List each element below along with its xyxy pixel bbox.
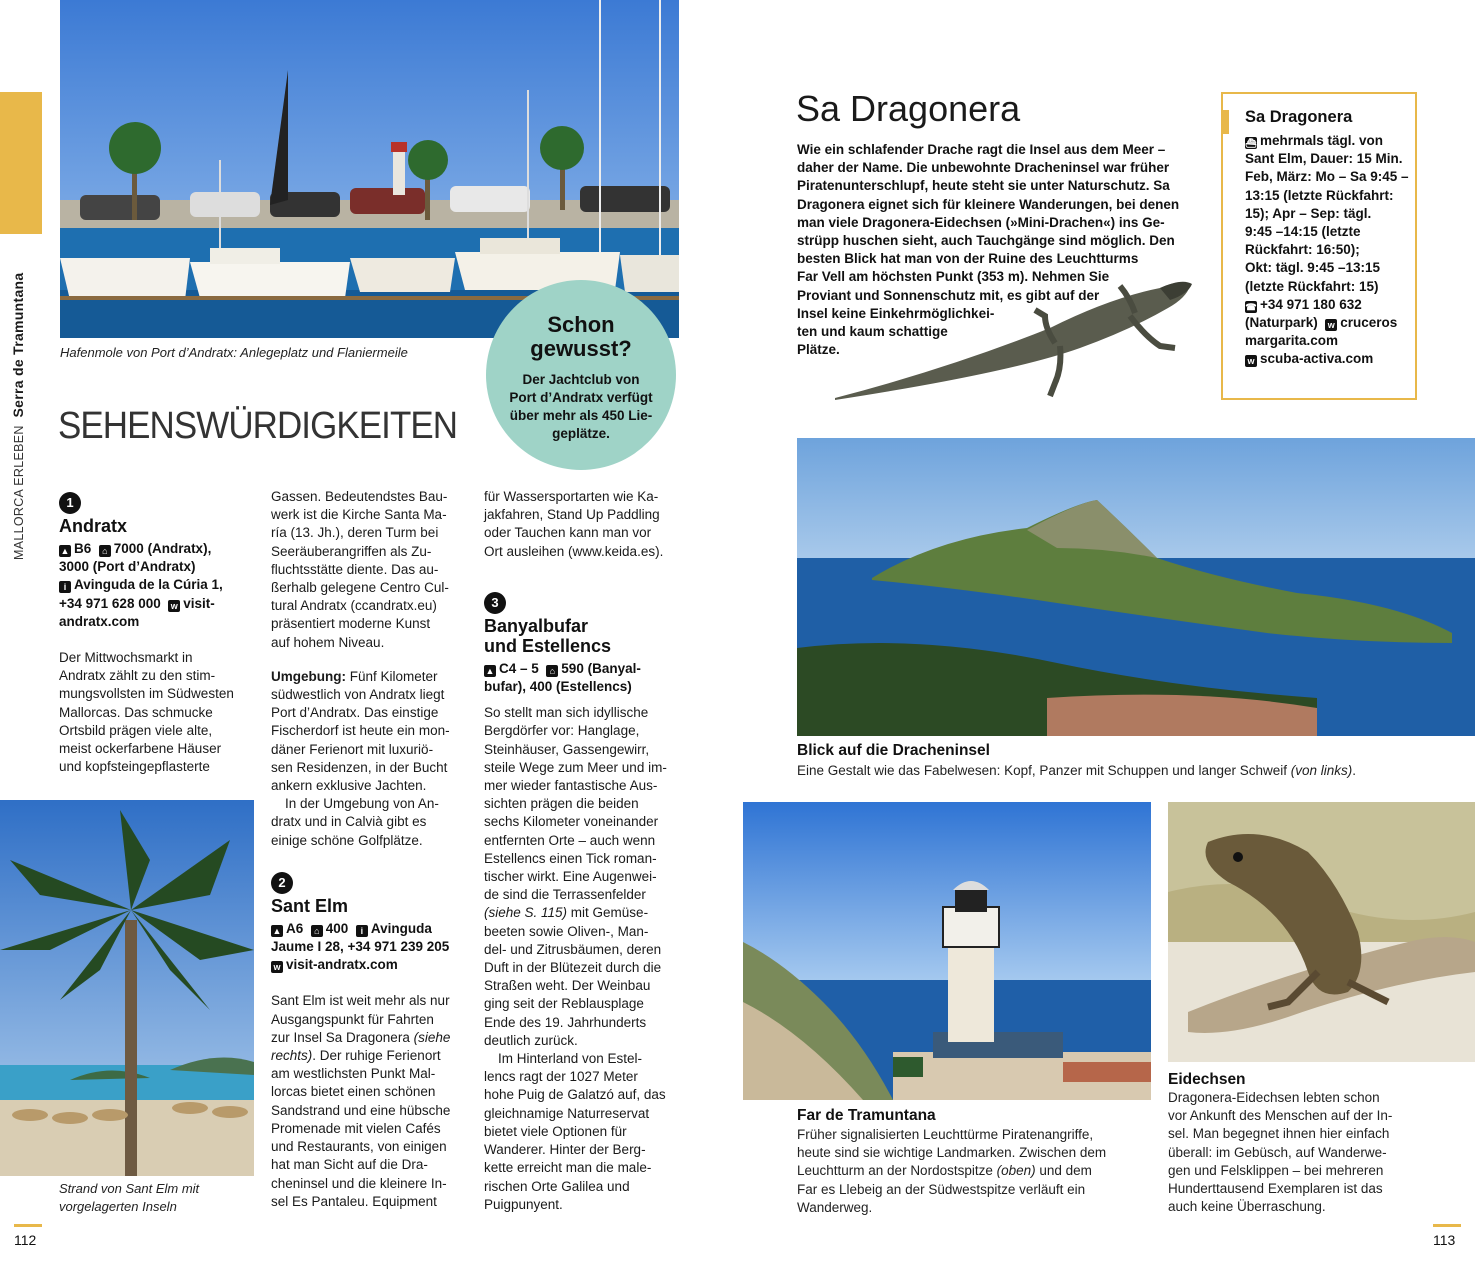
- web-icon: w: [168, 600, 180, 612]
- body-line: del- und Zitrusbäumen, deren: [484, 941, 662, 957]
- body-line: Der Mittwochsmarkt in: [59, 650, 193, 666]
- body-line: lencs ragt der 1027 Meter: [484, 1069, 638, 1085]
- body-line: dratx und in Calvià gibt es: [271, 814, 427, 830]
- caption-line: gen und Felsklippen – bei mehreren: [1168, 1162, 1384, 1178]
- info-line: 15); Apr – Sep: tägl.: [1245, 205, 1372, 221]
- entry-title: und Estellencs: [484, 635, 612, 656]
- population-icon: ⌂: [99, 545, 111, 557]
- body-line: Seeräuberangriffen als Zu-: [271, 543, 432, 559]
- entry-number: 1: [59, 492, 81, 514]
- column-2: [271, 488, 471, 1211]
- body-line: Far Vell am höchsten Punkt (353 m). Nehmen Sie: [797, 269, 1110, 285]
- info-phone: +34 971 180 632: [1260, 296, 1362, 312]
- andratx-entry: [59, 492, 254, 776]
- santelm-photo-caption: [59, 1180, 254, 1216]
- ferry-icon: ⛴: [1245, 138, 1257, 148]
- caption-line: vorgelagerten Inseln: [59, 1199, 177, 1214]
- caption-line: Far es Llebeig an der Südwestspitze verläuft ein: [797, 1181, 1086, 1197]
- body-line: Mallorcas. Das schmucke: [59, 704, 213, 720]
- body-line: So stellt man sich idyllische: [484, 705, 649, 721]
- entry-title: Banyalbufar: [484, 615, 589, 636]
- umgebung-label: Umgebung:: [271, 668, 346, 684]
- body-line: ankern exklusive Jachten.: [271, 778, 427, 794]
- side-tab-part2: Serra de Tramuntana: [10, 272, 26, 418]
- body-line: gleichnamige Naturreservat: [484, 1105, 650, 1121]
- caption-text: Eine Gestalt wie das Fabelwesen: Kopf, Panzer mit Schuppen und langer Schweif: [797, 763, 1291, 778]
- body-line: däner Ferienort mit luxuriö-: [271, 741, 434, 757]
- lighthouse-photo: [743, 802, 1151, 1100]
- body-line: zur Insel Sa Dragonera: [271, 1029, 414, 1045]
- lizard-caption-text: [1168, 1089, 1468, 1216]
- map-ref: A6: [286, 920, 304, 936]
- body-line: einige schöne Golfplätze.: [271, 832, 423, 848]
- island-caption-title: Blick auf die Dracheninsel: [797, 742, 990, 759]
- body-line: sel Es Pantaleu. Equipment: [271, 1193, 437, 1209]
- body-line: ging seit der Reblausplage: [484, 996, 644, 1012]
- address-phone: Jaume I 28, +34 971 239 205: [271, 939, 450, 955]
- harbor-photo-caption: Hafenmole von Port d’Andratx: Anlegeplatz und Flaniermeile: [60, 345, 408, 360]
- body-line: In der Umgebung von An-: [285, 796, 439, 812]
- body-line: daher der Name. Die unbewohnte Dracheninsel war früher: [797, 160, 1170, 176]
- caption-line: Früher signalisierten Leuchttürme Piratenangriffe,: [797, 1127, 1094, 1142]
- info-web[interactable]: margarita.com: [1245, 333, 1339, 349]
- info-line: 13:15 (letzte Rückfahrt:: [1245, 187, 1394, 203]
- body-line: jakfahren, Stand Up Paddling: [484, 507, 660, 523]
- body-line: und kopfsteingepflasterte: [59, 759, 210, 775]
- body-line: Ort ausleihen (www.keida.es).: [484, 543, 664, 559]
- entry-title: Sant Elm: [271, 895, 349, 916]
- body-line: Estellencs einen Tick roman-: [484, 850, 657, 866]
- caption-line: heute sind sie wichtige Landmarken. Zwischen dem: [797, 1145, 1107, 1161]
- caption-line: Wanderweg.: [797, 1199, 873, 1215]
- side-tab-part1: MALLORCA ERLEBEN: [12, 425, 26, 560]
- population: 590 (Banyal-: [561, 660, 641, 676]
- body-line: Promenade mit vielen Cafés: [271, 1120, 441, 1136]
- info-icon: i: [59, 581, 71, 593]
- body-line: meist ockerfarbene Häuser: [59, 741, 222, 757]
- body-line: hat man Sicht auf die Dra-: [271, 1157, 428, 1173]
- website[interactable]: visit-andratx.com: [286, 957, 398, 973]
- callout-title-1: Schon: [547, 312, 615, 337]
- body-line: deutlich zurück.: [484, 1032, 578, 1048]
- body-line: Puigpunyent.: [484, 1196, 563, 1212]
- body-line: ßerhalb gelegene Centro Cul-: [271, 580, 449, 596]
- body-line: strüpp huschen sieht, auch Tauchgänge sind möglich. Den: [797, 233, 1175, 249]
- body-line: rischen Orte Galilea und: [484, 1178, 630, 1194]
- web-icon: w: [1245, 355, 1257, 367]
- info-line: 9:45 –14:15 (letzte: [1245, 224, 1361, 240]
- body-line: südwestlich von Andratx liegt: [271, 687, 445, 703]
- island-caption-text: [797, 762, 1475, 780]
- body-line: Ausgangspunkt für Fahrten: [271, 1011, 434, 1027]
- body-line: Bergdörfer vor: Hanglage,: [484, 723, 640, 739]
- body-line: am westlichsten Punkt Mal-: [271, 1066, 436, 1082]
- caption-line: Strand von Sant Elm mit: [59, 1181, 200, 1196]
- body-line: Sant Elm ist weit mehr als nur: [271, 993, 450, 1009]
- info-line: Okt: tägl. 9:45 –13:15: [1245, 260, 1381, 276]
- body-line: mer wieder fantastische Aus-: [484, 778, 658, 794]
- body-line: Port d’Andratx. Das einstige: [271, 705, 439, 721]
- body-line: Ende des 19. Jahrhunderts: [484, 1014, 647, 1030]
- body-line: sen Residenzen, in der Bucht: [271, 759, 448, 775]
- info-line: mehrmals tägl. von: [1260, 133, 1384, 148]
- body-line: Plätze.: [797, 342, 840, 358]
- caption-line: überall: im Gebüsch, auf Wanderwe-: [1168, 1144, 1387, 1160]
- web-icon: w: [271, 961, 283, 973]
- body-line: ría (13. Jh.), deren Turm bei: [271, 525, 439, 541]
- body-line: sichten prägen die beiden: [484, 796, 639, 812]
- cross-ref: rechts): [271, 1048, 313, 1064]
- santelm-photo: [0, 800, 254, 1176]
- body-line: mungsvollsten im Südwesten: [59, 686, 234, 702]
- page-number-left: 112: [14, 1232, 37, 1248]
- body-line: Proviant und Sonnenschutz mit, es gibt auf der: [797, 287, 1100, 303]
- population-icon: ⌂: [311, 925, 323, 937]
- page-number-marker-left: [14, 1224, 42, 1227]
- phone-icon: ☎: [1245, 301, 1257, 312]
- body-line: Wanderer. Hinter der Berg-: [484, 1142, 646, 1158]
- callout-line: Der Jachtclub von: [522, 372, 640, 387]
- info-line: (Naturpark): [1245, 315, 1318, 331]
- callout-title-2: gewusst?: [530, 336, 632, 361]
- body-line: de sind die Terrassenfelder: [484, 887, 646, 903]
- population-icon: ⌂: [546, 665, 558, 677]
- caption-line: auch keine Überraschung.: [1168, 1199, 1326, 1215]
- body-line: steile Wege zum Meer und im-: [484, 759, 667, 775]
- callout-line: Port d’Andratx verfügt: [509, 390, 653, 405]
- callout-line: geplätze.: [552, 426, 610, 441]
- map-icon: ▲: [485, 665, 495, 676]
- map-ref: C4 – 5: [499, 660, 539, 676]
- body-line: Duft in der Blütezeit durch die: [484, 960, 662, 976]
- info-line: Sant Elm, Dauer: 15 Min.: [1245, 151, 1403, 167]
- population: 400: [325, 920, 349, 936]
- caption-line: und dem: [1035, 1163, 1092, 1179]
- entry-number: 2: [271, 872, 293, 894]
- section-title: SEHENSWÜRDIGKEITEN: [58, 405, 458, 447]
- body-line: tischer wirkt. Eine Augenwei-: [484, 869, 657, 885]
- caption-line: Leuchtturm an der Nordostspitze: [797, 1163, 997, 1179]
- page-number-right: 113: [1433, 1232, 1456, 1248]
- body-line: Straßen weht. Der Weinbau: [484, 978, 651, 994]
- phone: +34 971 628 000: [59, 595, 161, 611]
- body-line: Im Hinterland von Estel-: [498, 1051, 643, 1067]
- island-photo: [797, 438, 1475, 736]
- body-line: Steinhäuser, Gassengewirr,: [484, 741, 650, 757]
- info-line: (letzte Rückfahrt: 15): [1245, 278, 1379, 294]
- callout-line: über mehr als 450 Lie-: [509, 408, 653, 423]
- body-line: Fischerdorf ist heute ein mon-: [271, 723, 450, 739]
- info-web[interactable]: scuba-activa.com: [1260, 351, 1374, 367]
- web-icon: w: [1325, 319, 1337, 331]
- address: Avinguda: [370, 920, 432, 936]
- info-line: Feb, März: Mo – Sa 9:45 –: [1245, 169, 1409, 185]
- body-line: fluchtsstätte diente. Das au-: [271, 561, 439, 577]
- body-line: Fünf Kilometer: [346, 668, 438, 684]
- column-3: [484, 488, 684, 1214]
- body-line: hohe Puig de Galatzó auf, das: [484, 1087, 666, 1103]
- caption-line: Hunderttausend Exemplaren ist das: [1168, 1181, 1383, 1197]
- caption-italic: (von links): [1290, 763, 1353, 778]
- lizard-illustration: [830, 268, 1200, 410]
- side-tab-label: [10, 272, 50, 570]
- info-web[interactable]: cruceros: [1340, 315, 1398, 331]
- caption-end: .: [1352, 763, 1357, 778]
- caption-line: vor Ankunft des Menschen auf der In-: [1168, 1108, 1393, 1124]
- body-line: Insel keine Einkehrmöglichkei-: [797, 305, 995, 321]
- body-line: Ortsbild prägen viele alte,: [59, 722, 213, 738]
- infobox-title: Sa Dragonera: [1245, 108, 1353, 126]
- cross-ref: (siehe S. 115): [484, 905, 568, 921]
- body-line: werk ist die Kirche Santa Ma-: [271, 507, 447, 523]
- lighthouse-caption-title: Far de Tramuntana: [797, 1107, 936, 1124]
- map-icon: ▲: [60, 546, 70, 556]
- body-line: oder Tauchen kann man vor: [484, 525, 652, 541]
- entry-title: Andratx: [59, 516, 128, 536]
- info-line: Rückfahrt: 16:50);: [1245, 242, 1360, 258]
- population-port: 3000 (Port d’Andratx): [59, 559, 196, 575]
- dragonera-infobox: [1221, 92, 1417, 400]
- population: bufar), 400 (Estellencs): [484, 679, 632, 695]
- body-line: auf hohem Niveau.: [271, 634, 385, 650]
- web-part2[interactable]: andratx.com: [59, 613, 140, 629]
- body-line: ten und kaum schattige: [797, 324, 948, 340]
- caption-italic: (oben): [996, 1163, 1036, 1179]
- body-line: lorcas bietet einen schönen: [271, 1084, 436, 1100]
- body-line: für Wassersportarten wie Ka-: [484, 489, 659, 504]
- body-line: präsentiert moderne Kunst: [271, 616, 431, 632]
- body-line: Sandstrand und eine hübsche: [271, 1102, 451, 1118]
- body-line: sechs Kilometer voneinander: [484, 814, 659, 830]
- body-line: Gassen. Bedeutendstes Bau-: [271, 489, 448, 504]
- body-line: Piratenunterschlupf, heute steht sie unter Naturschutz. Sa: [797, 178, 1170, 194]
- body-line: beeten sowie Oliven-, Man-: [484, 923, 649, 939]
- population: 7000 (Andratx),: [113, 541, 212, 556]
- page-number-marker-right: [1433, 1224, 1461, 1227]
- map-ref: B6: [74, 541, 92, 556]
- body-line: und Restaurants, von einigen: [271, 1139, 447, 1155]
- body-line: kette erreicht man die male-: [484, 1160, 652, 1176]
- entry-number: 3: [484, 592, 506, 614]
- body-line: Dragonera eignet sich für kleinere Wanderungen, bei denen: [797, 196, 1180, 212]
- body-line: entfernten Orte – auch wenn: [484, 832, 656, 848]
- did-you-know-callout: [486, 280, 676, 470]
- lizard-caption-title: Eidechsen: [1168, 1071, 1246, 1088]
- lizard-photo: [1168, 802, 1475, 1062]
- map-icon: ▲: [272, 925, 282, 936]
- infobox-accent: [1221, 110, 1229, 134]
- body-line: tural Andratx (ccandratx.eu): [271, 598, 437, 614]
- caption-line: sel. Man begegnet ihnen hier einfach: [1168, 1126, 1390, 1142]
- address: Avinguda de la Cúria 1,: [74, 577, 223, 593]
- cross-ref: (siehe: [413, 1029, 451, 1045]
- side-tab-accent: [0, 92, 42, 234]
- body-line: Andratx zählt zu den stim-: [59, 668, 216, 684]
- body-line: Wie ein schlafender Drache ragt die Insel aus dem Meer –: [797, 142, 1166, 157]
- lighthouse-caption-text: [797, 1126, 1157, 1217]
- info-icon: i: [356, 925, 368, 937]
- body-line: besten Blick hat man von der Ruine des Leuchtturms: [797, 251, 1139, 267]
- body-line: bietet viele Optionen für: [484, 1123, 627, 1139]
- body-line: mit Gemüse-: [567, 905, 649, 921]
- dragonera-title: Sa Dragonera: [796, 88, 1021, 129]
- body-line: man viele Dragonera-Eidechsen (»Mini-Drachen«) ins Ge-: [797, 214, 1165, 230]
- body-line: . Der ruhige Ferienort: [312, 1048, 441, 1064]
- body-line: cheninsel und die kleinere In-: [271, 1175, 447, 1191]
- web-part1[interactable]: visit-: [183, 595, 215, 611]
- caption-line: Dragonera-Eidechsen lebten schon: [1168, 1090, 1380, 1105]
